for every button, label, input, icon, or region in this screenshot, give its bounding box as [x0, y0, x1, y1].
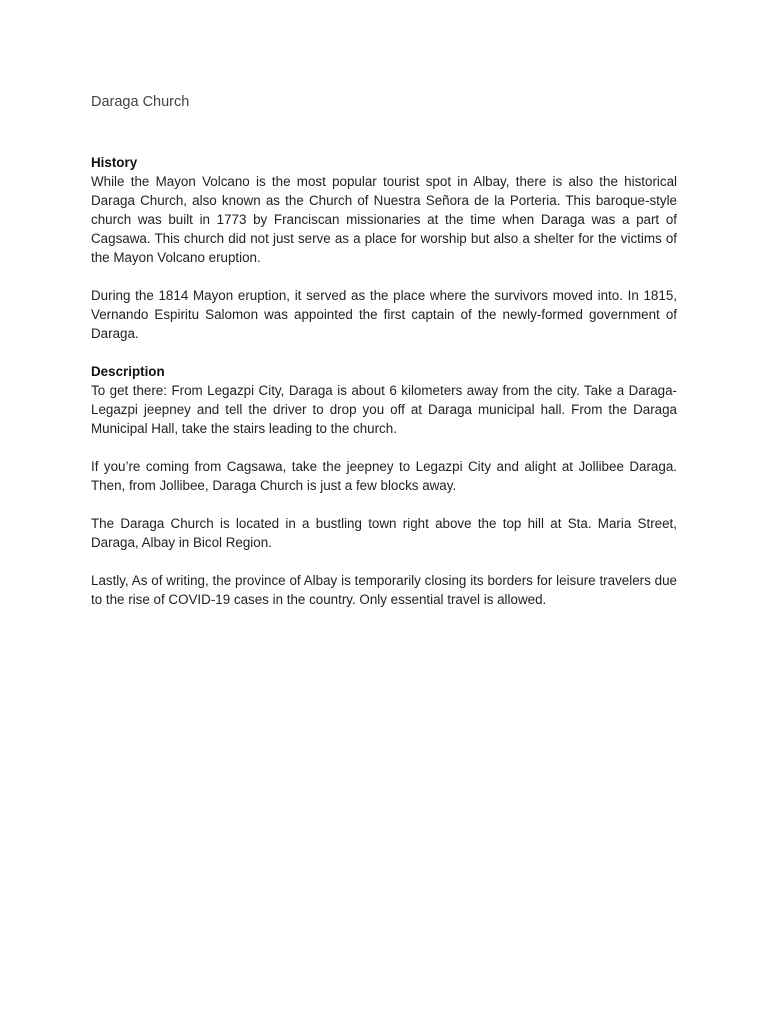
- description-paragraph-1: To get there: From Legazpi City, Daraga is about 6 kilometers away from the city. Take a Daraga-Legazpi jeepney and tell the driver to drop you off at Daraga municipal hall. From the Daraga Municipal Hall, take the stairs leading to the church.: [91, 383, 677, 436]
- section-heading-description: Description: [91, 364, 165, 379]
- paragraph-spacer: [91, 267, 677, 286]
- history-paragraph-1: While the Mayon Volcano is the most popular tourist spot in Albay, there is also the historical Daraga Church, also known as the Church of Nuestra Señora de la Porteria. This baroque-style church was built in 1773 by Franciscan missionaries at the time when Daraga was a part of Cagsawa. This church did not just serve as a place for worship but also a shelter for the victims of the Mayon Volcano eruption.: [91, 174, 677, 265]
- description-paragraph-3: The Daraga Church is located in a bustling town right above the top hill at Sta. Maria Street, Daraga, Albay in Bicol Region.: [91, 516, 677, 550]
- paragraph-spacer: [91, 343, 677, 362]
- document-title: Daraga Church: [91, 94, 190, 110]
- description-paragraph-2: If you’re coming from Cagsawa, take the jeepney to Legazpi City and alight at Jollibee Daraga. Then, from Jollibee, Daraga Church is just a few blocks away.: [91, 459, 677, 493]
- description-paragraph-4: Lastly, As of writing, the province of Albay is temporarily closing its borders for leisure travelers due to the rise of COVID-19 cases in the country. Only essential travel is allowed.: [91, 573, 677, 607]
- paragraph-spacer: [91, 438, 677, 457]
- document-body: [91, 153, 677, 609]
- paragraph-spacer: [91, 552, 677, 571]
- section-heading-history: History: [91, 155, 138, 170]
- paragraph-spacer: [91, 495, 677, 514]
- history-paragraph-2: During the 1814 Mayon eruption, it served as the place where the survivors moved into. In 1815, Vernando Espiritu Salomon was appointed the first captain of the newly-formed government of Daraga.: [91, 288, 677, 341]
